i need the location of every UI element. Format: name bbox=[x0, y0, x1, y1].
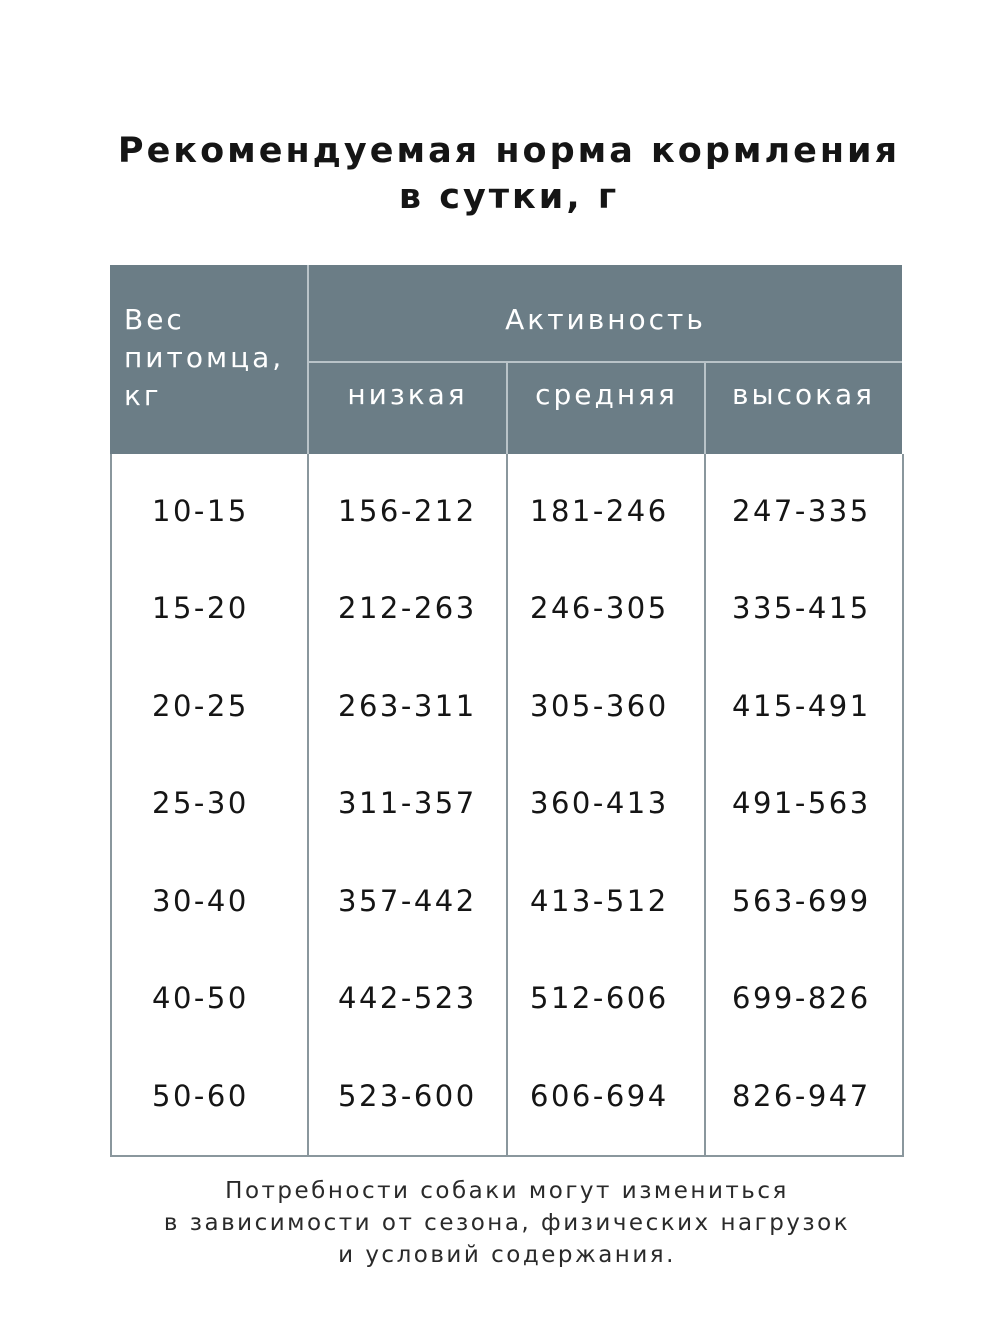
high-activity-cell: 491-563 bbox=[732, 786, 871, 820]
table-row bbox=[110, 783, 902, 823]
high-activity-cell: 826-947 bbox=[732, 1079, 871, 1113]
footnote bbox=[0, 1175, 1000, 1271]
table-row bbox=[110, 1076, 902, 1116]
medium-activity-cell: 413-512 bbox=[530, 884, 669, 918]
table-header bbox=[110, 265, 902, 454]
medium-activity-cell: 512-606 bbox=[530, 981, 669, 1015]
activity-header: Активность bbox=[505, 303, 706, 336]
feeding-table bbox=[110, 265, 902, 1157]
low-activity-cell: 263-311 bbox=[338, 689, 477, 723]
footnote-line-3: и условий содержания. bbox=[338, 1242, 676, 1268]
high-activity-cell: 335-415 bbox=[732, 591, 871, 625]
high-activity-cell: 247-335 bbox=[732, 494, 871, 528]
medium-activity-cell: 606-694 bbox=[530, 1079, 669, 1113]
weight-cell: 30-40 bbox=[152, 884, 249, 918]
header-divider-weight bbox=[307, 265, 309, 454]
activity-high-header: высокая bbox=[731, 378, 876, 411]
table-row bbox=[110, 978, 902, 1018]
low-activity-cell: 311-357 bbox=[338, 786, 477, 820]
activity-medium-header: средняя bbox=[535, 378, 678, 411]
medium-activity-cell: 181-246 bbox=[530, 494, 669, 528]
weight-cell: 10-15 bbox=[152, 494, 249, 528]
title-line-1: Рекомендуемая норма кормления bbox=[117, 131, 901, 171]
footnote-line-1: Потребности собаки могут измениться bbox=[225, 1178, 789, 1204]
high-activity-cell: 699-826 bbox=[732, 981, 871, 1015]
weight-cell: 15-20 bbox=[152, 591, 249, 625]
low-activity-cell: 523-600 bbox=[338, 1079, 477, 1113]
high-activity-cell: 563-699 bbox=[732, 884, 871, 918]
activity-low-header: низкая bbox=[347, 378, 468, 411]
medium-activity-cell: 360-413 bbox=[530, 786, 669, 820]
header-divider-mid-high bbox=[704, 363, 706, 454]
weight-header-line-3: кг bbox=[124, 379, 162, 412]
weight-cell: 20-25 bbox=[152, 689, 249, 723]
medium-activity-cell: 246-305 bbox=[530, 591, 669, 625]
low-activity-cell: 442-523 bbox=[338, 981, 477, 1015]
header-divider-activity bbox=[309, 361, 902, 363]
high-activity-cell: 415-491 bbox=[732, 689, 871, 723]
table-row bbox=[110, 588, 902, 628]
weight-cell: 40-50 bbox=[152, 981, 249, 1015]
title-line-2: в сутки, г bbox=[398, 177, 620, 217]
footnote-line-2: в зависимости от сезона, физических нагрузок bbox=[163, 1210, 851, 1236]
table-row bbox=[110, 491, 902, 531]
weight-cell: 25-30 bbox=[152, 786, 249, 820]
weight-header-line-2: питомца, bbox=[124, 341, 285, 374]
header-divider-low-mid bbox=[506, 363, 508, 454]
table-row bbox=[110, 881, 902, 921]
weight-header-line-1: Вес bbox=[124, 303, 185, 336]
medium-activity-cell: 305-360 bbox=[530, 689, 669, 723]
low-activity-cell: 357-442 bbox=[338, 884, 477, 918]
low-activity-cell: 212-263 bbox=[338, 591, 477, 625]
page-title bbox=[0, 128, 1000, 220]
table-row bbox=[110, 686, 902, 726]
weight-cell: 50-60 bbox=[152, 1079, 249, 1113]
weight-column-header bbox=[124, 301, 284, 415]
low-activity-cell: 156-212 bbox=[338, 494, 477, 528]
